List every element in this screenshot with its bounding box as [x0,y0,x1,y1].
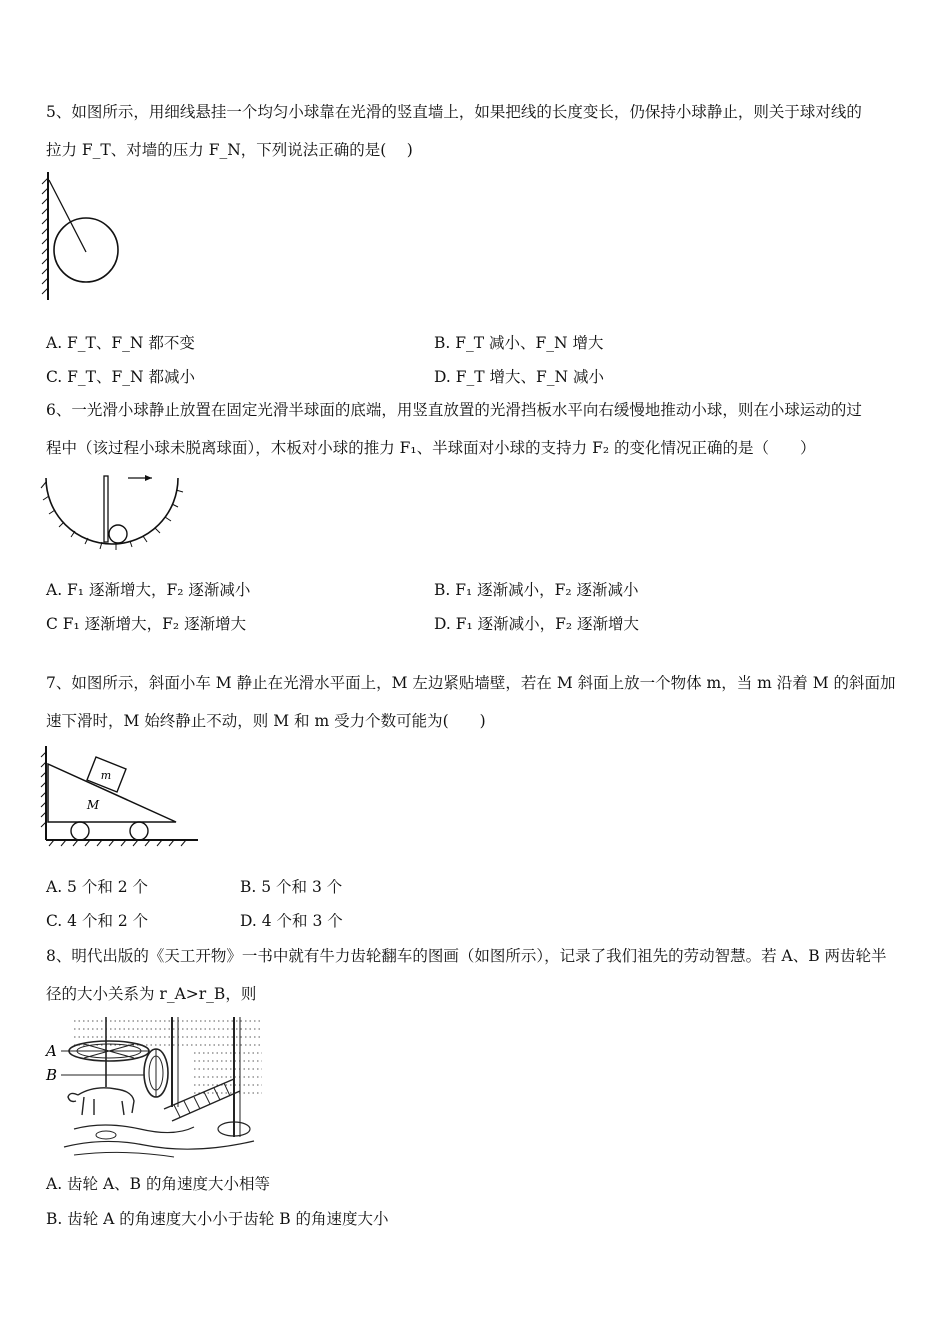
q8-stem-line1: 8、明代出版的《天工开物》一书中就有牛力齿轮翻车的图画（如图所示），记录了我们祖先的劳动智慧。若 A、B 两齿轮半 [46,947,887,965]
q7-stem-line2: 速下滑时，M 始终静止不动，则 M 和 m 受力个数可能为( ) [46,712,486,730]
q7-option-c: C. 4 个和 2 个 [46,912,149,930]
q8-label-A: A [46,1042,57,1060]
q5-stem-line2: 拉力 F_T、对墙的压力 F_N，下列说法正确的是( ) [46,141,413,159]
q8-figure-tiangong-kaiwu [44,1017,266,1162]
q6-option-c: C F₁ 逐渐增大，F₂ 逐渐增大 [46,615,247,633]
q5-stem-line1: 5、如图所示，用细线悬挂一个均匀小球靠在光滑的竖直墙上，如果把线的长度变长，仍保持小球静止，则关于球对线的 [46,103,862,121]
q6-option-a: A. F₁ 逐渐增大，F₂ 逐渐减小 [46,581,251,599]
q8-stem-line2: 径的大小关系为 r_A>r_B，则 [46,985,257,1003]
q7-stem-line1: 7、如图所示，斜面小车 M 静止在光滑水平面上，M 左边紧贴墙壁，若在 M 斜面上放一个物体 m，当 m 沿着 M 的斜面加 [46,674,896,692]
q7-option-d: D. 4 个和 3 个 [240,912,343,930]
q5-option-a: A. F_T、F_N 都不变 [46,334,195,352]
q6-stem-line1: 6、一光滑小球静止放置在固定光滑半球面的底端，用竖直放置的光滑挡板水平向右缓慢地推动小球，则在小球运动的过 [46,401,862,419]
q6-figure [40,470,185,555]
q7-label-m: m [100,769,112,782]
q7-option-a: A. 5 个和 2 个 [46,878,149,896]
q7-label-M: M [86,798,100,812]
q8-option-b: B. 齿轮 A 的角速度大小小于齿轮 B 的角速度大小 [46,1210,389,1228]
q8-label-B: B [46,1066,58,1084]
q5-option-d: D. F_T 增大、F_N 减小 [434,368,604,386]
q8-option-a: A. 齿轮 A、B 的角速度大小相等 [46,1175,270,1193]
q5-option-b: B. F_T 减小、F_N 增大 [434,334,604,352]
q7-figure [40,744,202,850]
q7-option-b: B. 5 个和 3 个 [240,878,343,896]
q6-stem-line2: 程中（该过程小球未脱离球面），木板对小球的推力 F₁、半球面对小球的支持力 F₂ 的变化情况正确的是（ ） [46,439,816,457]
q5-option-c: C. F_T、F_N 都减小 [46,368,195,386]
q5-figure [40,170,130,305]
q6-option-d: D. F₁ 逐渐减小，F₂ 逐渐增大 [434,615,640,633]
q6-option-b: B. F₁ 逐渐减小，F₂ 逐渐减小 [434,581,639,599]
